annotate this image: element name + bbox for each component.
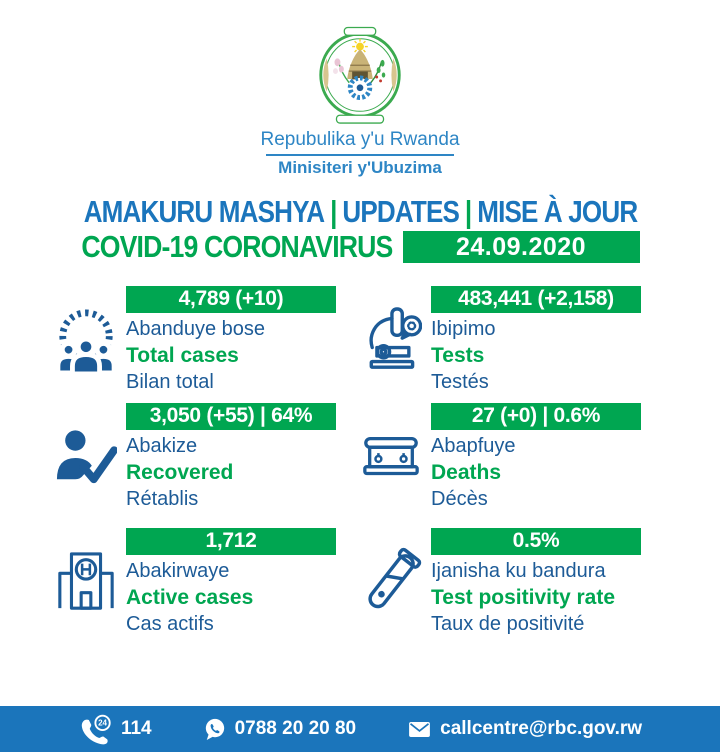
stat-label-rw: Ibipimo (431, 317, 496, 340)
stat-label-en: Total cases (126, 343, 239, 367)
stat-value-bar: 3,050 (+55) | 64% (126, 403, 336, 430)
stat-label-rw: Abapfuye (431, 434, 516, 457)
covid-title: COVID-19 CORONAVIRUS (80, 229, 393, 264)
ministry-name: Minisiteri y'Ubuzima (278, 158, 442, 177)
stat-test-positivity (360, 517, 641, 647)
stat-value-bar: 0.5% (431, 528, 641, 555)
person-check-icon (55, 426, 117, 488)
stat-label-rw: Abakize (126, 434, 198, 457)
stat-label-fr: Cas actifs (126, 612, 214, 635)
stat-label-rw: Ijanisha ku bandura (431, 559, 606, 582)
email-item (408, 718, 642, 740)
stat-label-en: Recovered (126, 460, 234, 484)
headline-segment-rw: AMAKURU MASHYA (83, 194, 324, 229)
hotline-item (78, 714, 152, 745)
headline-segment-en: UPDATES (341, 194, 459, 229)
headline (0, 194, 720, 230)
stat-tests (360, 283, 641, 397)
masthead-divider (266, 154, 454, 156)
stat-recovered (55, 397, 336, 517)
whatsapp-icon (204, 718, 226, 740)
stats-grid (55, 283, 641, 647)
stat-value-bar: 4,789 (+10) (126, 286, 336, 313)
whatsapp-item (204, 718, 357, 740)
stat-label-rw: Abakirwaye (126, 559, 230, 582)
rwanda-coat-of-arms-icon (306, 26, 414, 126)
footer-contact-bar (0, 706, 720, 752)
report-date: 24.09.2020 (455, 232, 587, 261)
headline-separator: | (329, 194, 337, 229)
masthead (0, 26, 720, 178)
coffin-icon (360, 434, 422, 480)
test-tube-icon (360, 543, 422, 621)
stat-label-fr: Décès (431, 487, 488, 510)
stat-deaths (360, 397, 641, 517)
whatsapp-number: 0788 20 20 80 (234, 718, 357, 739)
stat-label-fr: Bilan total (126, 370, 214, 393)
stat-label-en: Deaths (431, 460, 502, 484)
svg-text:24: 24 (98, 718, 107, 728)
headline-segment-fr: MISE À JOUR (476, 194, 637, 229)
hotline-number: 114 (120, 718, 152, 739)
stat-value-bar: 483,441 (+2,158) (431, 286, 641, 313)
email-address: callcentre@rbc.gov.rw (440, 718, 643, 739)
stat-label-en: Test positivity rate (431, 585, 615, 609)
stat-value-bar: 1,712 (126, 528, 336, 555)
stat-label-rw: Abanduye bose (126, 317, 266, 340)
phone-24-icon (78, 714, 112, 745)
stat-label-fr: Rétablis (126, 487, 199, 510)
stat-label-fr: Taux de positivité (431, 612, 585, 635)
microscope-icon (360, 305, 422, 375)
stat-label-en: Tests (431, 343, 485, 367)
hospital-icon (55, 549, 117, 615)
headline-separator: | (464, 194, 471, 229)
crowd-virus-icon (55, 305, 117, 375)
report-date-box (403, 231, 640, 263)
stat-active-cases (55, 517, 336, 647)
envelope-icon (408, 721, 431, 738)
stat-total-cases (55, 283, 336, 397)
subheadline (0, 229, 720, 265)
stat-value-bar: 27 (+0) | 0.6% (431, 403, 641, 430)
country-name: Repubulika y'u Rwanda (260, 129, 460, 150)
stat-label-en: Active cases (126, 585, 254, 609)
stat-label-fr: Testés (431, 370, 489, 393)
